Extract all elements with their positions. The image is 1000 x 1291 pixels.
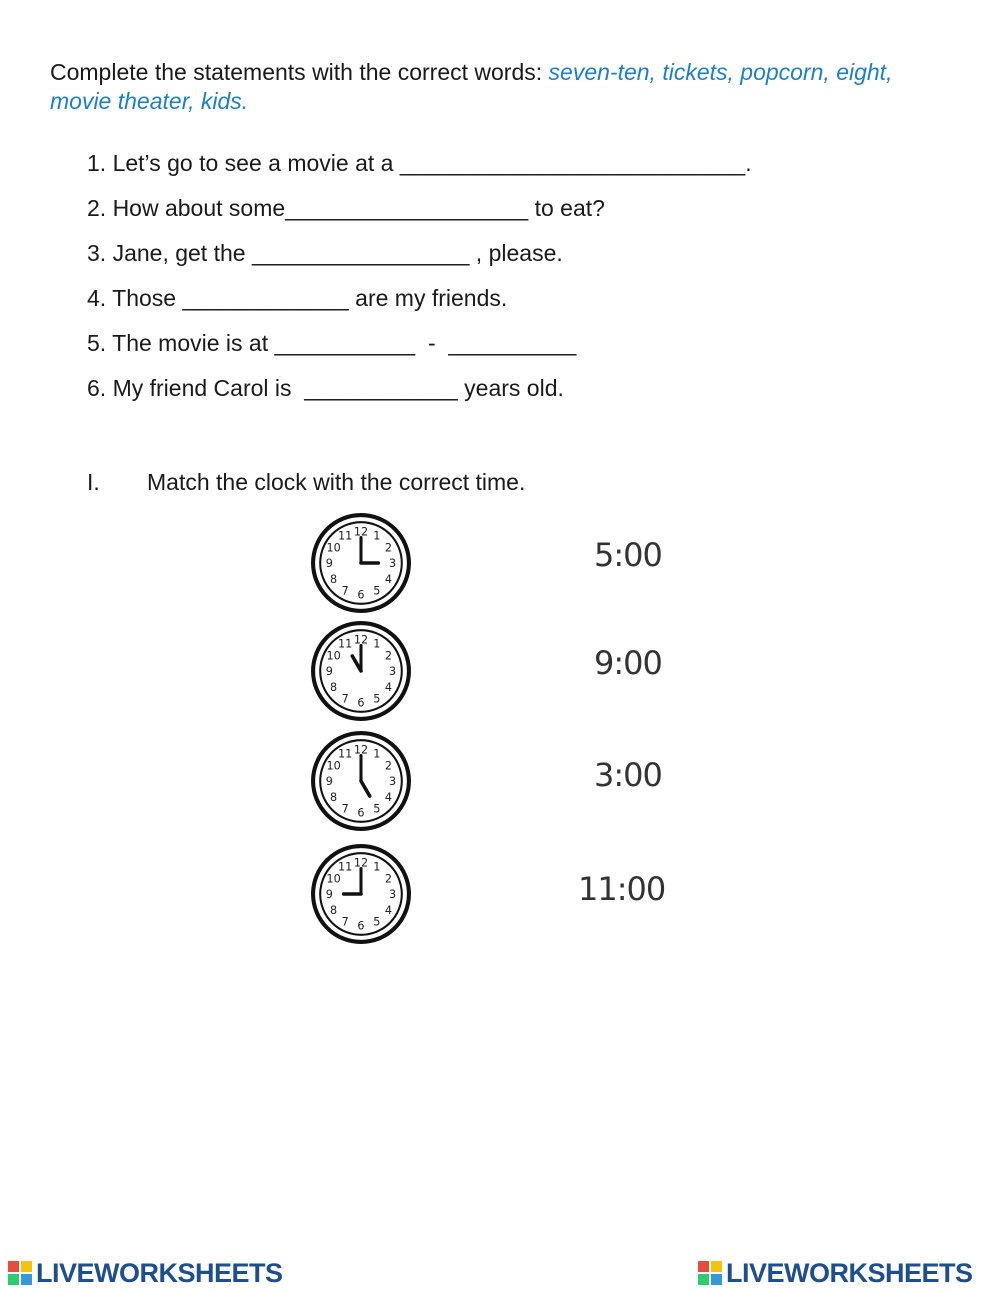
section-title: Match the clock with the correct time. — [147, 469, 526, 495]
clock-icon — [310, 620, 412, 722]
time-option: 3:00 — [594, 756, 662, 794]
clock-numeral: 8 — [330, 903, 338, 917]
clock-numeral: 11 — [338, 637, 353, 651]
clock-numeral: 12 — [353, 856, 369, 870]
clock-numeral: 9 — [325, 665, 333, 679]
clock-numeral: 12 — [353, 525, 369, 539]
clock-numeral: 6 — [357, 696, 365, 710]
brand-logo — [8, 1258, 283, 1288]
clock-numeral: 10 — [326, 541, 341, 555]
clock-numeral: 5 — [373, 915, 381, 929]
question-5: 5. The movie is at ___________ - __________ — [87, 330, 577, 356]
brand-logo — [698, 1258, 973, 1288]
clock-numeral: 2 — [384, 649, 392, 663]
clock-numeral: 1 — [373, 529, 381, 543]
clock-numeral: 11 — [338, 529, 353, 543]
clock-numeral: 5 — [373, 802, 381, 816]
clock-numeral: 4 — [384, 903, 392, 917]
clock-numeral: 7 — [341, 692, 349, 706]
clock-numeral: 7 — [341, 802, 349, 816]
clock-numeral: 12 — [353, 633, 369, 647]
clock-numeral: 10 — [326, 649, 341, 663]
time-option: 9:00 — [594, 644, 662, 682]
clock-numeral: 1 — [373, 637, 381, 651]
clock-numeral: 5 — [373, 692, 381, 706]
clock-icon — [310, 730, 412, 832]
clock-numeral: 9 — [325, 888, 333, 902]
clock-numeral: 6 — [357, 919, 365, 933]
clock-numeral: 3 — [389, 888, 397, 902]
clock-numeral: 9 — [325, 775, 333, 789]
brand-name: LIVEWORKSHEETS — [726, 1257, 973, 1288]
question-6: 6. My friend Carol is ____________ years old. — [87, 375, 564, 401]
clock-numeral: 1 — [373, 747, 381, 761]
clock-numeral: 8 — [330, 572, 338, 586]
clock-numeral: 12 — [353, 743, 369, 757]
brand-blocks-icon — [698, 1261, 722, 1285]
time-option: 11:00 — [578, 870, 666, 908]
clock-numeral: 4 — [384, 572, 392, 586]
time-option: 5:00 — [594, 536, 662, 574]
instructions — [50, 58, 910, 116]
section-number: I. — [87, 469, 100, 495]
clock-numeral: 4 — [384, 790, 392, 804]
clock-numeral: 3 — [389, 557, 397, 571]
clock-numeral: 3 — [389, 775, 397, 789]
clock-numeral: 6 — [357, 588, 365, 602]
clock-icon — [310, 512, 412, 614]
clock-numeral: 2 — [384, 541, 392, 555]
clock-numeral: 3 — [389, 665, 397, 679]
clock-numeral: 6 — [357, 806, 365, 820]
clock-numeral: 8 — [330, 790, 338, 804]
instructions-prefix: Complete the statements with the correct words: — [50, 59, 549, 85]
clock-numeral: 11 — [338, 747, 353, 761]
clock-numeral: 9 — [325, 557, 333, 571]
clock-numeral: 4 — [384, 680, 392, 694]
clock-numeral: 7 — [341, 915, 349, 929]
section-heading — [87, 468, 525, 496]
question-3: 3. Jane, get the _________________ , please. — [87, 240, 563, 266]
clock-numeral: 10 — [326, 759, 341, 773]
clock-numeral: 11 — [338, 860, 353, 874]
clock-numeral: 5 — [373, 584, 381, 598]
clock-icon — [310, 843, 412, 945]
question-1: 1. Let’s go to see a movie at a ___________________________. — [87, 150, 752, 176]
question-2: 2. How about some___________________ to eat? — [87, 195, 605, 221]
question-4: 4. Those _____________ are my friends. — [87, 285, 508, 311]
clock-numeral: 2 — [384, 759, 392, 773]
clock-numeral: 2 — [384, 872, 392, 886]
clock-numeral: 7 — [341, 584, 349, 598]
clock-numeral: 8 — [330, 680, 338, 694]
clock-numeral: 1 — [373, 860, 381, 874]
brand-blocks-icon — [8, 1261, 32, 1285]
word-bank: seven-ten, tickets, popcorn, eight, movie theater, kids. — [50, 59, 893, 114]
brand-name: LIVEWORKSHEETS — [36, 1257, 283, 1288]
clock-numeral: 10 — [326, 872, 341, 886]
